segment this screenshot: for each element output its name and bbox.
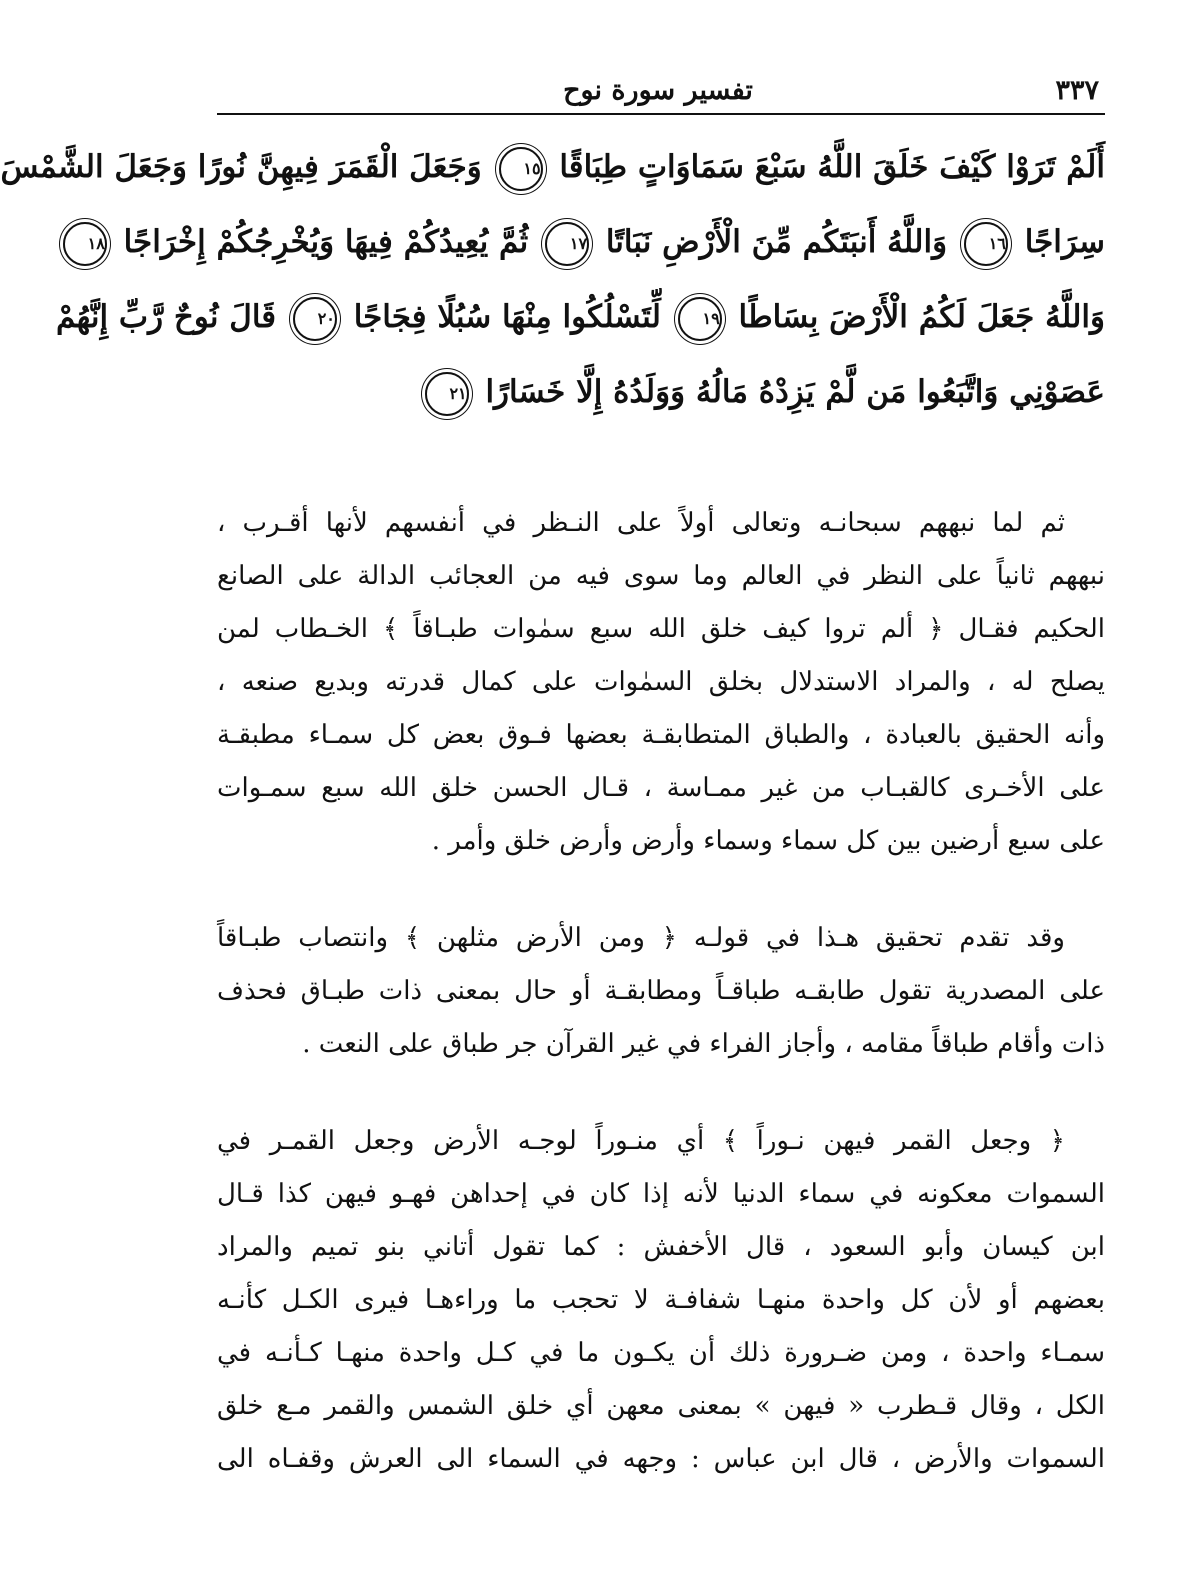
text-line: بعضهم أو لأن كل واحدة منهـا شفافـة لا تحجب ما وراءهـا فيرى الكـل كأنـه [217, 1285, 1105, 1315]
text-line: ثم لما نبههم سبحانـه وتعالى أولاً على النـظر في أنفسهم لأنها أقـرب ، [217, 508, 1065, 538]
verse-number-marker: ١٧ [545, 222, 589, 266]
verse-text: وَاللَّهُ أَنبَتَكُم مِّنَ الْأَرْضِ نَبَاتًا [605, 224, 948, 260]
commentary-paragraph-2 [217, 912, 1105, 1071]
text-line: وقد تقدم تحقيق هـذا في قولـه ﴿ ومن الأرض مثلهن ﴾ وانتصاب طبـاقاً [217, 923, 1065, 953]
verse-number-marker: ١٨ [63, 222, 107, 266]
page-title: تفسير سورة نوح [563, 75, 753, 106]
text-line: السموات والأرض ، قال ابن عباس : وجهه في السماء الى العرش وقفـاه الى [217, 1444, 1105, 1474]
verse-number-marker: ٢١ [425, 372, 469, 416]
header-divider [217, 113, 1105, 115]
commentary-paragraph-3 [217, 1115, 1105, 1486]
verse-text: وَجَعَلَ الْقَمَرَ فِيهِنَّ نُورًا وَجَعَلَ الشَّمْسَ [0, 149, 482, 185]
text-line: يصلح له ، والمراد الاستدلال بخلق السمٰوات على كمال قدرته وبديع صنعه ، [217, 667, 1105, 697]
verse-line [217, 355, 1105, 430]
verse-number-marker: ١٦ [964, 222, 1008, 266]
verse-text: لِّتَسْلُكُوا مِنْهَا سُبُلًا فِجَاجًا [353, 299, 661, 335]
verse-number-marker: ١٩ [678, 297, 722, 341]
commentary-paragraph-1 [217, 497, 1105, 868]
verse-text: سِرَاجًا [1024, 224, 1105, 260]
verse-number-marker: ١٥ [499, 147, 543, 191]
text-line: ذات وأقام طباقاً مقامه ، وأجاز الفراء في غير القرآن جر طباق على النعت . [302, 1029, 1105, 1059]
verse-text: قَالَ نُوحٌ رَّبِّ إِنَّهُمْ [55, 299, 277, 335]
quran-verses [0, 130, 1105, 430]
page-number: ٣٣٧ [1055, 75, 1099, 106]
verse-line [87, 205, 1105, 280]
verse-text: ثُمَّ يُعِيدُكُمْ فِيهَا وَيُخْرِجُكُمْ إِخْرَاجًا [123, 224, 529, 260]
verse-text: عَصَوْنِي وَاتَّبَعُوا مَن لَّمْ يَزِدْهُ مَالُهُ وَوَلَدُهُ إِلَّا خَسَارًا [485, 374, 1105, 410]
verse-text: وَاللَّهُ جَعَلَ لَكُمُ الْأَرْضَ بِسَاطًا [738, 299, 1105, 335]
verse-number-marker: ٢٠ [293, 297, 337, 341]
text-line: على الأخـرى كالقبـاب من غير ممـاسة ، قـال الحسن خلق الله سبع سمـوات [217, 773, 1105, 803]
text-line: ﴿ وجعل القمر فيهن نـوراً ﴾ أي منـوراً لوجـه الأرض وجعل القمـر في [217, 1126, 1065, 1156]
text-line: السموات معكونه في سماء الدنيا لأنه إذا كان في إحداهن فهـو فيهن كذا قـال [217, 1179, 1105, 1209]
text-line: ابن كيسان وأبو السعود ، قال الأخفش : كما تقول أتاني بنو تميم والمراد [217, 1232, 1105, 1262]
verse-line [55, 280, 1105, 355]
text-line: وأنه الحقيق بالعبادة ، والطباق المتطابقـة بعضها فـوق بعض كل سمـاء مطبقـة [217, 720, 1105, 750]
text-line: سمـاء واحدة ، ومن ضـرورة ذلك أن يكـون ما في كـل واحدة منهـا كـأنـه في [217, 1338, 1105, 1368]
page-header [209, 70, 1107, 114]
verse-line [0, 130, 1105, 205]
text-line: الكل ، وقال قـطرب « فيهن » بمعنى معهن أي خلق الشمس والقمر مـع خلق [217, 1391, 1105, 1421]
verse-text: أَلَمْ تَرَوْا كَيْفَ خَلَقَ اللَّهُ سَبْعَ سَمَاوَاتٍ طِبَاقًا [559, 149, 1105, 185]
text-line: على المصدرية تقول طابقـه طباقـاً ومطابقـة أو حال بمعنى ذات طبـاق فحذف [217, 976, 1105, 1006]
text-line: الحكيم فقـال ﴿ ألم تروا كيف خلق الله سبع سمٰوات طبـاقاً ﴾ الخـطاب لمن [217, 614, 1105, 644]
text-line: على سبع أرضين بين كل سماء وسماء وأرض وأرض خلق وأمر . [431, 826, 1105, 856]
text-line: نبههم ثانياً على النظر في العالم وما سوى فيه من العجائب الدالة على الصانع [217, 561, 1105, 591]
